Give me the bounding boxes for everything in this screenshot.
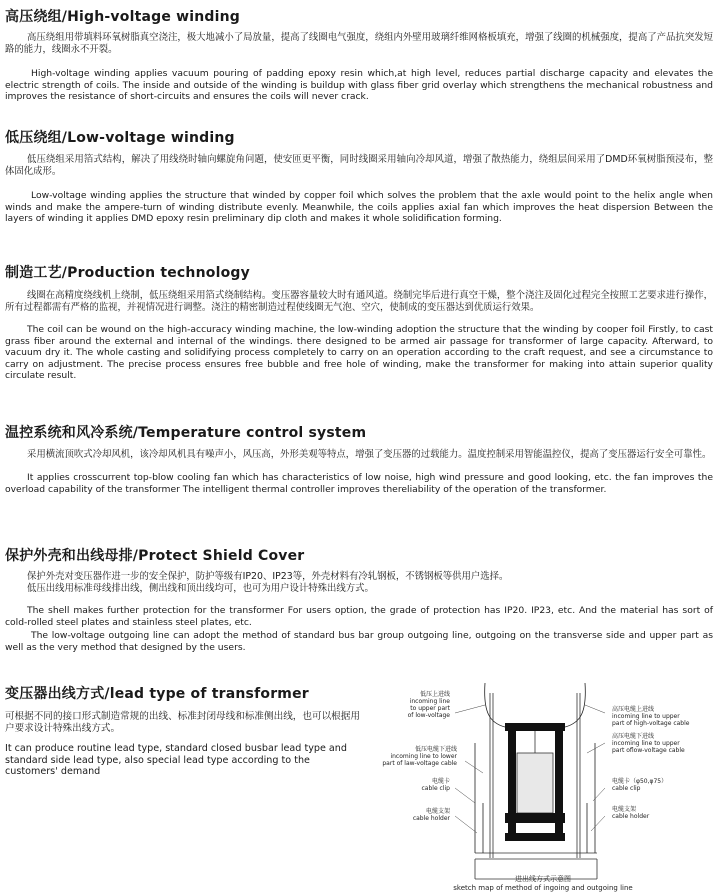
paragraph-zh: 线圈在高精度绕线机上绕制，低压绕组采用箔式绕制结构。变压器容量较大时有通风道。绕制完毕后进行真空干燥，整个浇注及固化过程完全按照工艺要求进行操作，所有过程都需有严格的监视，并视情况进行调整。浇注的精密制造过程使线圈无气泡、空穴，使制成的变压器达到优质运行效果。 [5,290,713,313]
section-title: 制造工艺/Production technology [5,265,250,281]
paragraph-en: It can produce routine lead type, standard closed busbar lead type and standard side lead type, also special lead type according to the customers' demand [5,743,347,778]
svg-text:incoming line to upper: incoming line to upper [612,740,680,747]
svg-text:cable holder: cable holder [412,815,450,822]
label-high-voltage-upper [612,705,690,727]
section-shield [5,545,713,653]
paragraph-en-2: The low-voltage outgoing line can adopt the method of standard bus bar group outgoing line, outgoing on the transverse side and upper part as well as the very method that designed by the users. [5,630,713,653]
diagram-caption-zh: 进出线方式示意图 [515,875,571,883]
section-production [5,262,713,382]
svg-text:高压电缆下进线: 高压电缆下进线 [612,733,655,740]
paragraph-zh: 保护外壳对变压器作进一步的安全保护，防护等级有IP20、IP23等，外壳材料有冷轧钢板，不锈钢板等供用户选择。 [27,571,509,582]
label-low-voltage-lower [382,745,457,767]
svg-text:incoming line: incoming line [409,698,450,705]
diagram-caption-en: sketch map of method of ingoing and outgoing line [453,884,633,892]
svg-text:高压电缆上进线: 高压电缆上进线 [612,706,655,713]
svg-text:cable holder: cable holder [612,813,650,820]
paragraph-en: High-voltage winding applies vacuum pouring of padding epoxy resin which,at high level, reduces partial discharge capacity and elevates the electric strength of coils. The inside and outside of the winding is buildup with glass fiber grid overlay which strengthens the mechanical robustness and improves the resistance of short-circuits and ensures the coils will never crack. [5,68,713,102]
paragraph-zh: 低压绕组采用箔式结构，解决了用线绕时轴向螺旋角问题，使安匝更平衡，同时线圈采用轴向冷却风道，增强了散热能力，绕组层间采用了DMD环氧树脂预浸布，整体固化成形。 [5,154,713,177]
section-high-voltage [5,6,713,103]
svg-text:电缆卡: 电缆卡 [431,778,450,785]
paragraph-zh-2: 低压出线用标准母线排出线，侧出线和顶出线均可，也可为用户设计特殊出线方式。 [27,583,374,594]
paragraph-zh: 可根据不同的接口形式制造常规的出线、标准封闭母线和标准侧出线，也可以根据用户要求设计特殊出线方式。 [5,711,360,734]
svg-text:cable clip: cable clip [421,785,450,792]
svg-text:part of high-voltage cable: part of high-voltage cable [612,720,690,727]
section-title: 保护外壳和出线母排/Protect Shield Cover [5,548,305,564]
label-cable-clip-right [612,777,667,792]
section-title: 高压绕组/High-voltage winding [5,9,241,25]
paragraph-en: It applies crosscurrent top-blow cooling fan which has characteristics of low noise, high wind pressure and good looking, etc. the fan improves the overload capability of the transformer The intelligent thermal controller improves thereliability of the operation of the transformer. [5,472,713,495]
section-title: 低压绕组/Low-voltage winding [5,130,235,146]
paragraph-zh: 采用横流顶吹式冷却风机，该冷却风机具有噪声小，风压高，外形美观等特点，增强了变压器的过载能力。温度控制采用智能温控仪，提高了变压器运行安全可靠性。 [27,449,712,460]
transformer-core [505,723,565,841]
svg-text:低压电缆下进线: 低压电缆下进线 [414,746,457,753]
label-cable-holder-left [413,807,451,822]
label-high-voltage-lower [612,732,685,754]
section-lead-type [5,683,365,778]
label-cable-holder-right [612,805,650,820]
svg-text:incoming line to upper: incoming line to upper [612,713,680,720]
section-temperature [5,422,713,495]
svg-text:part oflow-voltage cable: part oflow-voltage cable [612,747,685,754]
paragraph-en: The coil can be wound on the high-accuracy winding machine, the low-winding adoption the structure that the winding by cooper foil Firstly, to cast grass fiber around the external and internal of the windings. there designed to be armed air passage for transformer of large capacity. Afterward, to vacuum dry it. The whole casting and solidifying process completely to carry on an operation according to the craft request, and see a circumstance to carry on adjustment. The precise process ensures free bubble and free hole of winding, make the transformer for making into attain superior quality circulate result. [5,324,713,381]
label-low-voltage-upper [408,690,451,719]
lead-type-diagram [365,683,715,893]
svg-text:电缆卡（φ50,φ75）: 电缆卡（φ50,φ75） [612,778,668,785]
label-cable-clip-left [422,777,451,792]
svg-text:to upper part: to upper part [410,705,450,712]
svg-text:cable clip: cable clip [612,785,641,792]
svg-text:of low-voltage: of low-voltage [407,712,450,719]
svg-text:低压上进线: 低压上进线 [419,691,450,698]
svg-text:incoming line to lower: incoming line to lower [390,753,457,760]
svg-text:电缆支架: 电缆支架 [425,808,450,815]
paragraph-en: The shell makes further protection for the transformer For users option, the grade of protection has IP20. IP23, etc. And the material has sort of cold-rolled steel plates and stainless steel plates, etc. [5,605,713,628]
paragraph-zh: 高压绕组用带填料环氧树脂真空浇注，极大地减小了局放量，提高了线圈电气强度，绕组内外壁用玻璃纤维网格板填充，增强了线圈的机械强度，提高了产品抗突发短路的能力，线圈永不开裂。 [5,32,713,55]
section-low-voltage [5,127,713,225]
paragraph-en: Low-voltage winding applies the structure that winded by copper foil which solves the problem that the axle would point to the helix angle when winds and make the ampere-turn of winding distribute evenly. Meanwhile, the coils applies axial fan which improves the heat dispersion Between the layers of winding it applies DMD epoxy resin preliminary dip cloth and makes it whole solidification forming. [5,190,713,224]
svg-text:part of law-voltage cable: part of law-voltage cable [382,760,457,767]
svg-text:电缆支架: 电缆支架 [612,806,637,813]
section-title: 温控系统和风冷系统/Temperature control system [5,425,367,441]
section-title: 变压器出线方式/lead type of transformer [5,686,309,702]
